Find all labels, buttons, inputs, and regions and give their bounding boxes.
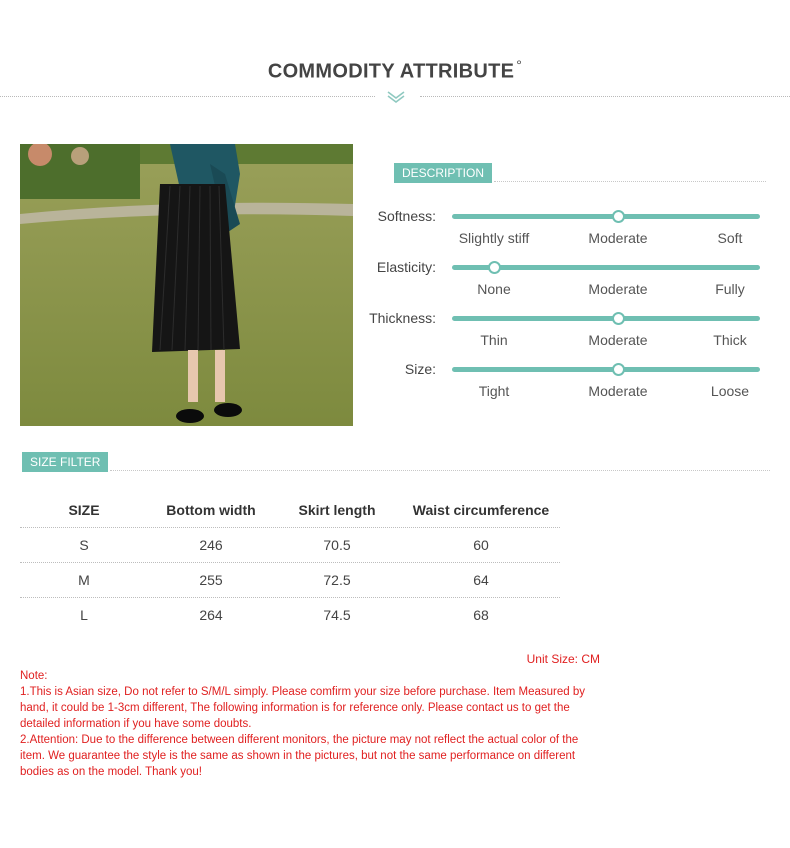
attribute-slider-knob [612, 312, 625, 325]
attribute-option-label: Moderate [588, 281, 648, 297]
attribute-label: Softness: [377, 208, 436, 224]
table-header-cell: Bottom width [166, 502, 256, 518]
attribute-option-label: Moderate [588, 230, 648, 246]
note-item: 1.This is Asian size, Do not refer to S/M/L simply. Please comfirm your size before purchase. Item Measured by hand, it could be 1-3cm different, The following information is for reference only. Please contact us to get the detailed information if you have some doubts. [20, 686, 585, 730]
attribute-slider-track [452, 316, 760, 321]
section-title [0, 57, 790, 84]
product-photo [20, 144, 353, 426]
attribute-option-label: None [477, 281, 511, 297]
attribute-slider-knob [612, 210, 625, 223]
table-row-divider [20, 527, 560, 528]
table-cell: M [78, 572, 90, 588]
table-cell: 72.5 [323, 572, 351, 588]
attribute-option-label: Thin [480, 332, 508, 348]
size-filter-divider [110, 470, 770, 471]
title-mark: ° [516, 57, 523, 73]
description-divider [494, 181, 766, 182]
table-row-divider [20, 562, 560, 563]
table-cell: 255 [199, 572, 223, 588]
attribute-label: Elasticity: [376, 259, 436, 275]
table-cell: 264 [199, 607, 223, 623]
attribute-option-label: Moderate [588, 332, 648, 348]
attribute-option-label: Moderate [588, 383, 648, 399]
double-chevron-down-icon [386, 90, 406, 104]
section-title-text: COMMODITY ATTRIBUTE [267, 60, 515, 83]
notes-heading: Note: [20, 670, 48, 682]
table-cell: 246 [199, 537, 223, 553]
table-row-divider [20, 597, 560, 598]
attribute-label: Size: [404, 361, 436, 377]
table-header-cell: Waist circumference [412, 502, 550, 518]
table-cell: 68 [473, 607, 489, 623]
table-cell: 70.5 [323, 537, 351, 553]
attribute-label: Thickness: [369, 310, 436, 326]
unit-label: Unit Size: CM [526, 652, 600, 666]
attribute-option-label: Tight [478, 383, 510, 399]
attribute-slider-track [452, 367, 760, 372]
table-cell: 60 [473, 537, 489, 553]
table-cell: S [79, 537, 89, 553]
attribute-option-label: Thick [713, 332, 747, 348]
notes-block [20, 668, 605, 780]
table-header-cell: Skirt length [298, 502, 376, 518]
table-cell: 64 [473, 572, 489, 588]
table-cell: 74.5 [323, 607, 351, 623]
attribute-slider-track [452, 214, 760, 219]
attribute-slider-knob [612, 363, 625, 376]
attribute-slider-knob [488, 261, 501, 274]
attribute-option-label: Slightly stiff [458, 230, 530, 246]
table-cell: L [80, 607, 88, 623]
header-divider-left [0, 96, 375, 97]
attribute-option-label: Fully [715, 281, 745, 297]
header-divider-right [420, 96, 790, 97]
description-tag: DESCRIPTION [394, 163, 492, 183]
table-header-cell: SIZE [68, 502, 100, 518]
note-item: 2.Attention: Due to the difference between different monitors, the picture may not reflect the actual color of the item. We guarantee the style is the same as shown in the pictures, but not the same performance on different bodies as on the model. Thank you! [20, 734, 579, 778]
attribute-option-label: Soft [717, 230, 743, 246]
attribute-option-label: Loose [710, 383, 750, 399]
size-filter-tag: SIZE FILTER [22, 452, 108, 472]
